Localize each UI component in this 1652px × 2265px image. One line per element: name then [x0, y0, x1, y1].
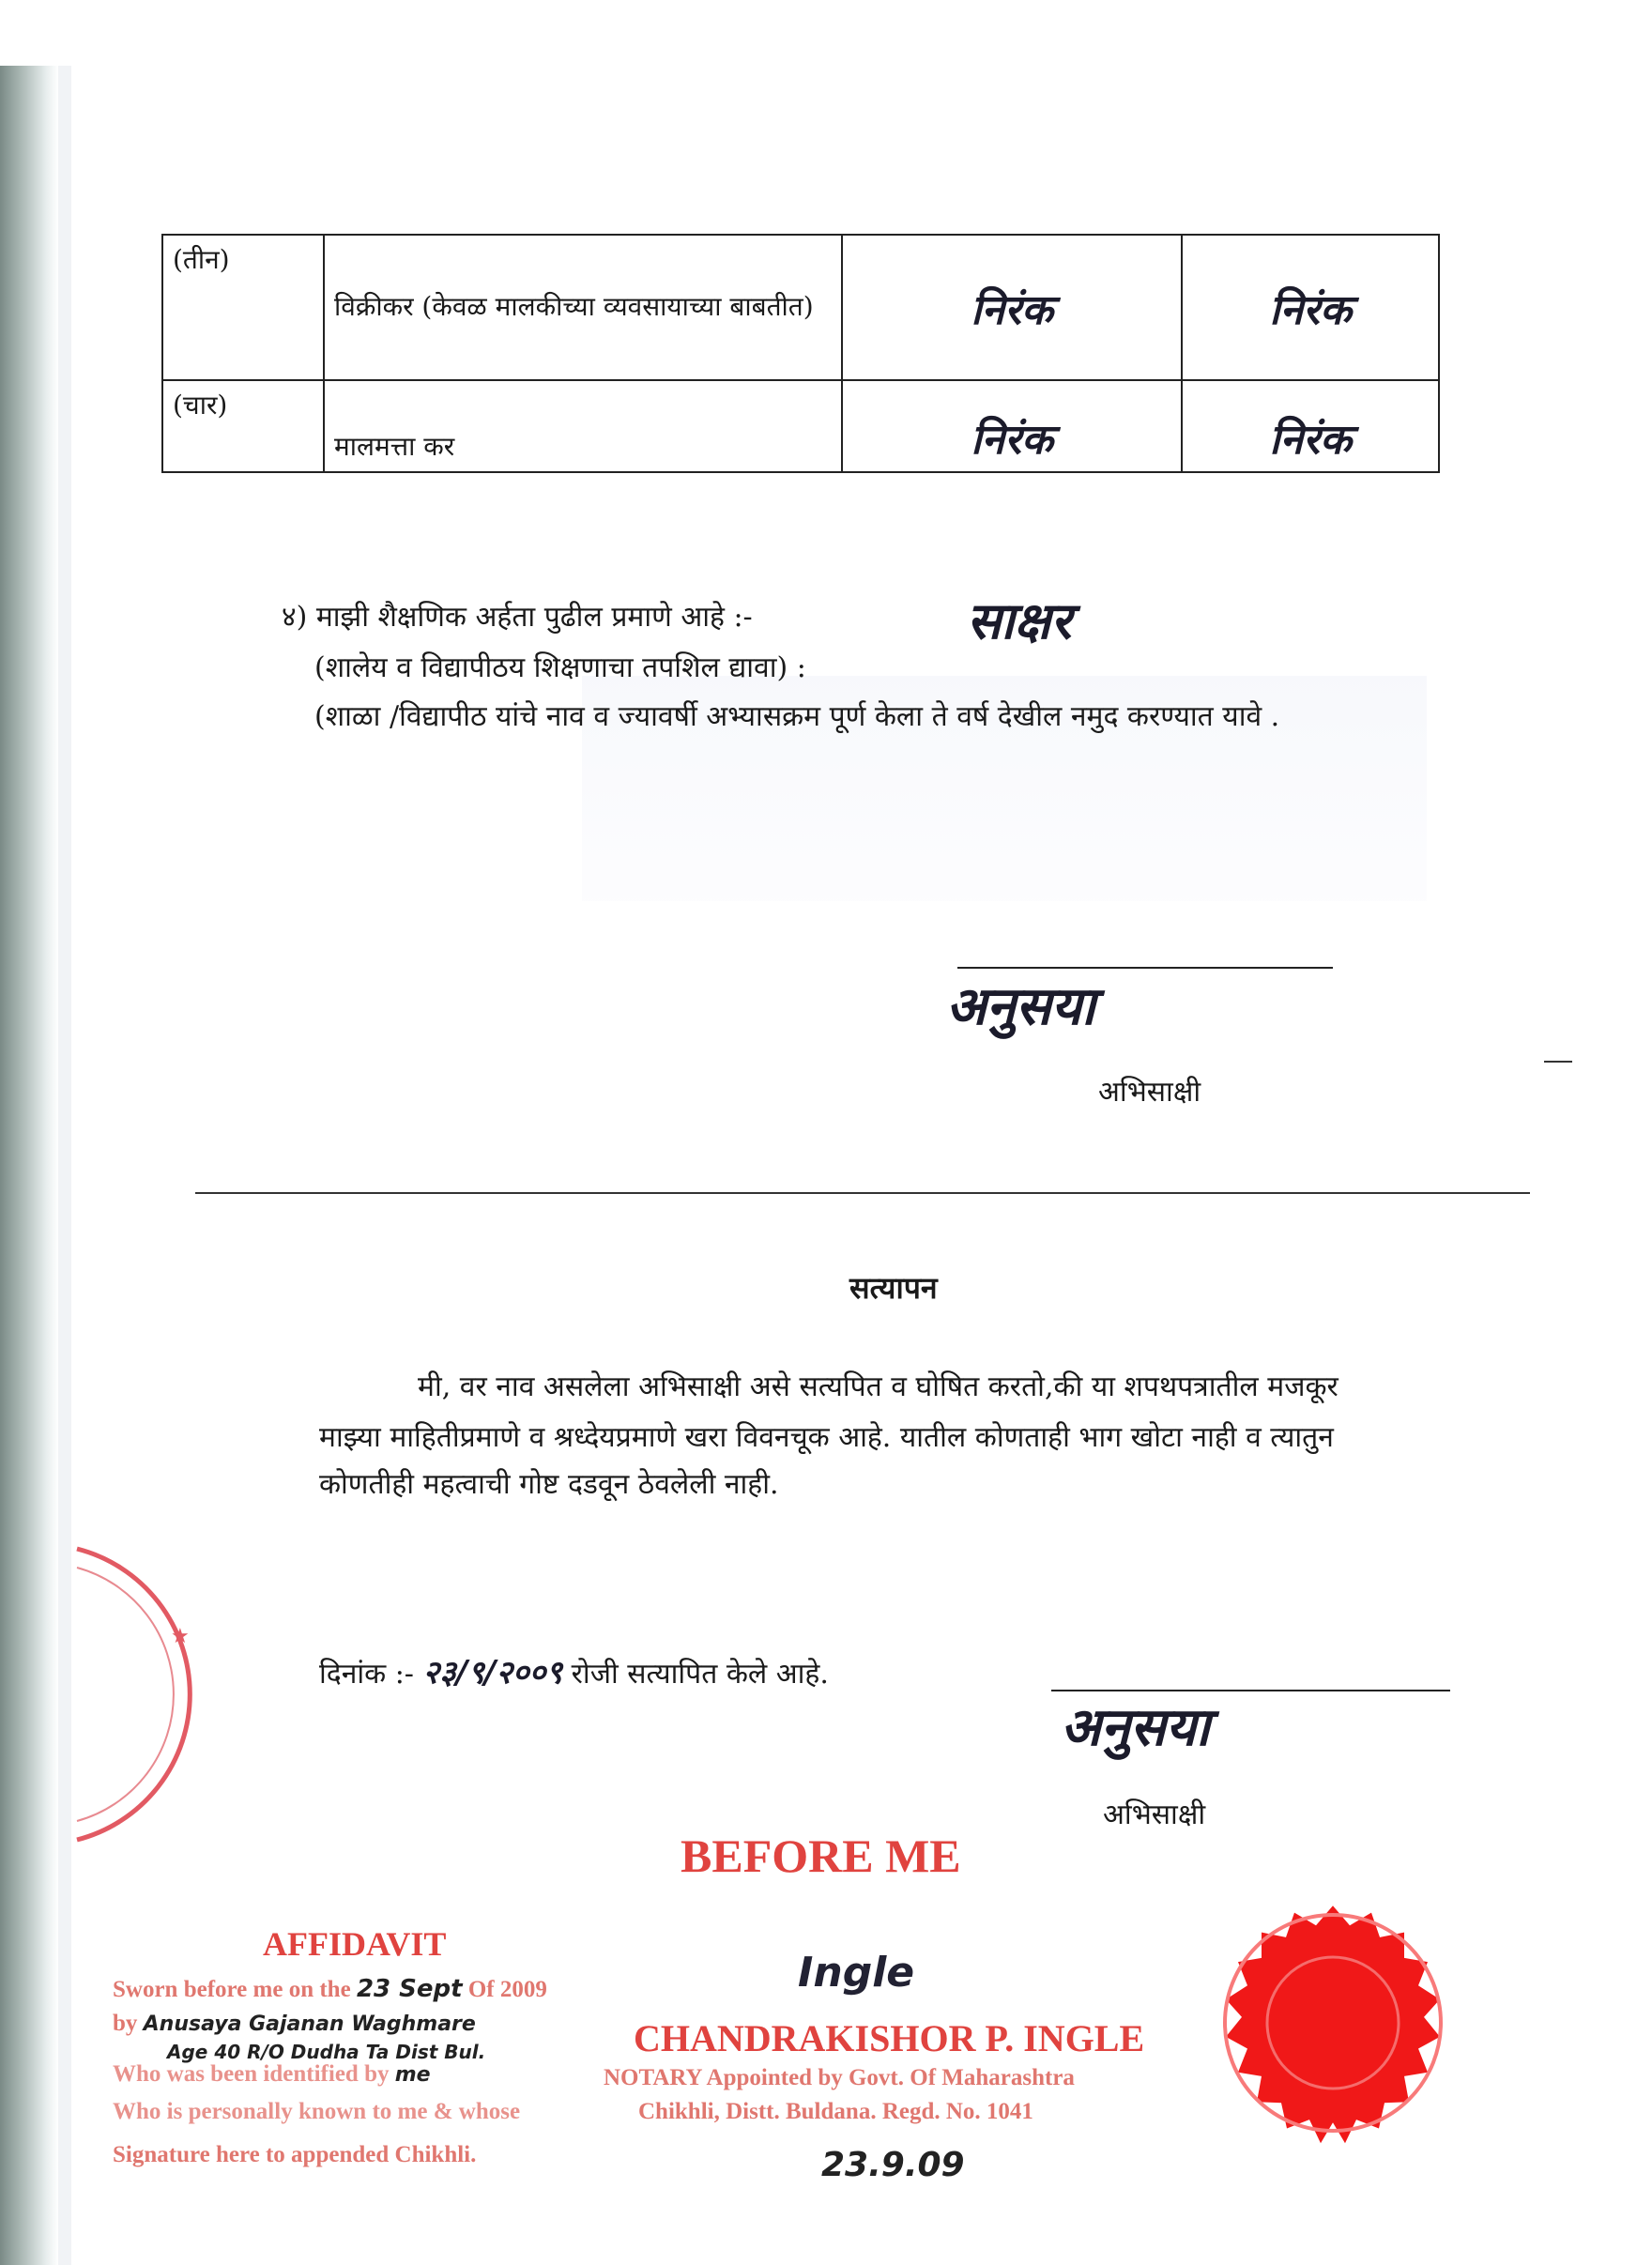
date-suffix: रोजी सत्यापित केले आहे.	[571, 1658, 829, 1691]
date-handwritten: २३/९/२००९	[422, 1654, 563, 1691]
identified-line	[113, 2061, 431, 2088]
applicant-signature: अनुसया	[1061, 1697, 1210, 1758]
verification-line-2: माझ्या माहितीप्रमाणे व श्रध्देयप्रमाणे खरा विवनचूक आहे. यातील कोणताही भाग खोटा नाही व त्यातुन	[319, 1421, 1334, 1454]
page-binding-edge	[0, 66, 58, 2265]
notary-signature: Ingle	[798, 1949, 915, 1997]
svg-text:★: ★	[171, 1625, 190, 1648]
table-row	[162, 235, 1439, 380]
row-number: (तीन)	[162, 235, 324, 380]
margin-mark	[1544, 1061, 1572, 1063]
round-stamp-icon	[58, 1539, 237, 1849]
handwritten-entry: निरंक	[1269, 285, 1352, 334]
handwritten-entry: निरंक	[971, 285, 1053, 334]
notary-registration: Chikhli, Distt. Buldana. Regd. No. 1041	[638, 2099, 1033, 2124]
applicant-signature: अनुसया	[946, 976, 1095, 1037]
signature-label: अभिसाक्षी	[1098, 1076, 1201, 1109]
sworn-line	[113, 1975, 547, 2003]
date-prefix: दिनांक :-	[319, 1658, 414, 1691]
deponent-details-handwritten: Age 40 R/O Dudha Ta Dist Bul.	[167, 2041, 486, 2063]
verification-line-3: कोणतीही महत्वाची गोष्ट दडवून ठेवलेली नाही.	[319, 1468, 779, 1501]
education-answer-handwritten: साक्षर	[967, 591, 1072, 650]
sworn-date-handwritten: 23 Sept	[356, 1975, 463, 2003]
education-line-2: (शालेय व विद्यापीठय शिक्षणाचा तपशिल द्यावा) :	[314, 651, 806, 684]
deponent-name-handwritten: Anusaya Gajanan Waghmare	[143, 2012, 476, 2036]
signature-label: अभिसाक्षी	[1103, 1798, 1206, 1831]
signature-appended-text: Signature here to appended	[113, 2142, 390, 2167]
handwritten-entry: निरंक	[1269, 416, 1352, 464]
sworn-year: Of 2009	[467, 1977, 547, 2002]
before-me-stamp: BEFORE ME	[681, 1829, 961, 1882]
notary-name: CHANDRAKISHOR P. INGLE	[634, 2017, 1145, 2059]
affidavit-title: AFFIDAVIT	[263, 1925, 447, 1963]
identified-text: Who was been identified by	[113, 2061, 390, 2087]
education-line-1: ४) माझी शैक्षणिक अर्हता पुढील प्रमाणे आहे :-	[282, 601, 753, 634]
by-line	[113, 2011, 476, 2037]
place-text: Chikhli.	[394, 2142, 477, 2167]
verification-heading: सत्यापन	[849, 1270, 938, 1306]
education-line-3: (शाळा /विद्यापीठ यांचे नाव व ज्यावर्षी अभ्यासक्रम पूर्ण केला ते वर्ष देखील नमुद करण्यात यावे .	[314, 700, 1280, 733]
row-label: मालमत्ता कर	[324, 380, 842, 472]
signature-appended-line	[113, 2142, 476, 2168]
known-line: Who is personally known to me & whose	[113, 2099, 521, 2124]
sworn-prefix: Sworn before me on the	[113, 1977, 351, 2002]
section-divider	[195, 1192, 1530, 1194]
table-row	[162, 380, 1439, 472]
by-prefix: by	[113, 2011, 138, 2036]
row-label: विक्रीकर (केवळ मालकीच्या व्यवसायाच्या बाबतीत)	[324, 235, 842, 380]
identified-by-handwritten: me	[394, 2063, 431, 2087]
date-line	[319, 1652, 829, 1695]
verification-line-1: मी, वर नाव असलेला अभिसाक्षी असे सत्यपित व घोषित करतो,की या शपथपत्रातील मजकूर	[418, 1370, 1338, 1403]
handwritten-entry: निरंक	[971, 416, 1053, 464]
notary-appointment: NOTARY Appointed by Govt. Of Maharashtra	[604, 2065, 1075, 2090]
page-margin	[58, 66, 71, 2265]
notary-date-handwritten: 23.9.09	[821, 2146, 965, 2184]
tax-table	[161, 234, 1440, 473]
row-number: (चार)	[162, 380, 324, 472]
notary-seal-icon	[1178, 1863, 1488, 2173]
